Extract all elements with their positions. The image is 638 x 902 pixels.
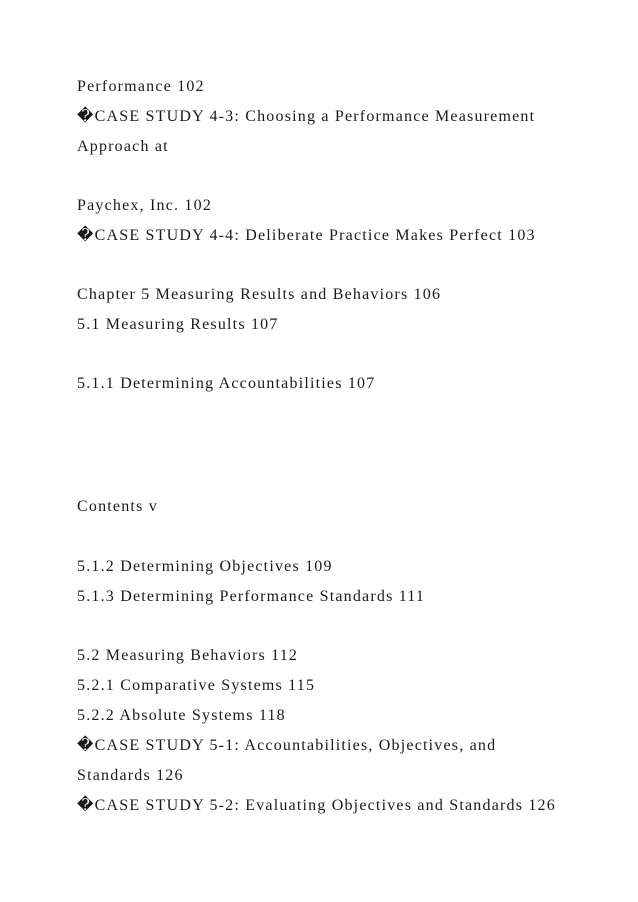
toc-line-5-2-2: 5.2.2 Absolute Systems 118	[77, 707, 286, 724]
toc-line-5-1: 5.1 Measuring Results 107	[77, 316, 279, 333]
toc-line-case-study-5-2: �CASE STUDY 5-2: Evaluating Objectives and Standards 126	[77, 797, 556, 814]
toc-line-case-study-5-1: �CASE STUDY 5-1: Accountabilities, Objectives, and	[77, 737, 497, 754]
toc-line-case-study-4-3: �CASE STUDY 4-3: Choosing a Performance Measurement	[77, 108, 536, 125]
toc-line-5-1-1: 5.1.1 Determining Accountabilities 107	[77, 375, 376, 392]
toc-line-5-1-2: 5.1.2 Determining Objectives 109	[77, 558, 333, 575]
toc-line-approach-at: Approach at	[77, 138, 169, 155]
toc-line-case-study-4-4: �CASE STUDY 4-4: Deliberate Practice Makes Perfect 103	[77, 227, 536, 244]
toc-line-5-2: 5.2 Measuring Behaviors 112	[77, 647, 299, 664]
toc-line-paychex: Paychex, Inc. 102	[77, 197, 213, 214]
toc-line-performance: Performance 102	[77, 78, 205, 95]
toc-line-5-1-3: 5.1.3 Determining Performance Standards 111	[77, 588, 426, 605]
toc-line-standards: Standards 126	[77, 767, 184, 784]
page-header-contents: Contents v	[77, 498, 158, 515]
toc-line-5-2-1: 5.2.1 Comparative Systems 115	[77, 677, 316, 694]
toc-line-chapter-5: Chapter 5 Measuring Results and Behaviors 106	[77, 286, 442, 303]
